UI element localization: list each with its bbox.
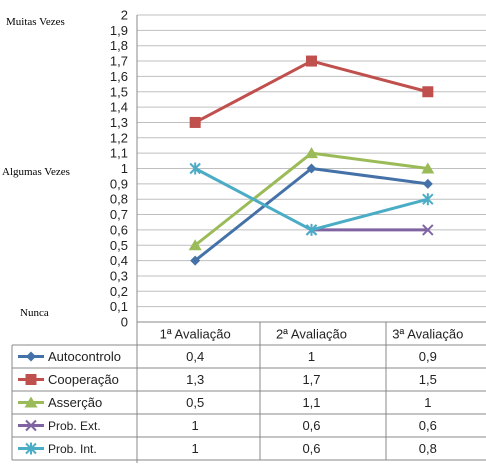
table-value-prob-int: 1 (191, 441, 199, 456)
y-tick-label: 0,1 (109, 299, 128, 315)
y-tick-label: 1,8 (109, 38, 128, 54)
y-tick-label: 1,3 (109, 114, 128, 130)
y-tick-label: 0,3 (109, 268, 128, 284)
y-tick-label: 1 (120, 161, 128, 176)
legend-label-coopera-o: Cooperação (48, 372, 119, 387)
table-value-coopera-o: 1,7 (302, 372, 321, 387)
table-value-prob-int: 0,6 (302, 441, 321, 456)
table-value-coopera-o: 1,3 (186, 372, 205, 387)
x-category-label: 2ª Avaliação (275, 326, 348, 342)
y-tick-label: 0,6 (109, 222, 128, 238)
table-value-asser-o: 0,5 (186, 395, 205, 410)
side-label-bottom: Nunca (20, 307, 49, 319)
data-point-coopera-o (422, 86, 433, 97)
legend-marker-coopera-o (26, 374, 37, 385)
data-point-autocontrolo (423, 179, 433, 189)
y-tick-label: 1,7 (109, 53, 128, 69)
table-value-autocontrolo: 0,9 (418, 349, 437, 364)
legend-label-prob-ext: Prob. Ext. (48, 419, 101, 433)
side-label-top: Muitas Vezes (6, 16, 65, 28)
table-value-autocontrolo: 0,4 (186, 349, 205, 364)
data-point-coopera-o (190, 117, 201, 128)
y-tick-label: 0,4 (109, 253, 128, 269)
y-tick-label: 0,9 (109, 176, 128, 192)
y-tick-label: 1,6 (109, 68, 128, 84)
table-value-prob-ext: 0,6 (302, 418, 321, 433)
data-point-coopera-o (306, 56, 317, 67)
side-label-middle: Algumas Vezes (2, 166, 70, 178)
legend-marker-autocontrolo (26, 352, 36, 362)
y-tick-label: 0,8 (109, 191, 128, 207)
y-tick-label: 1,4 (109, 99, 128, 115)
y-tick-label: 1,9 (109, 22, 128, 38)
legend-label-prob-int: Prob. Int. (48, 442, 97, 456)
y-tick-label: 1,5 (109, 84, 128, 100)
table-value-prob-ext: 1 (191, 418, 199, 433)
y-tick-label: 0 (120, 314, 128, 330)
x-category-label: 1ª Avaliação (159, 326, 231, 342)
table-value-autocontrolo: 1 (307, 349, 316, 364)
table-value-asser-o: 1 (424, 395, 432, 410)
table-value-prob-ext: 0,6 (418, 418, 437, 433)
legend-label-asser-o: Asserção (48, 395, 103, 410)
y-tick-label: 2 (120, 7, 128, 23)
y-tick-label: 0,2 (109, 283, 128, 299)
x-category-label: 3ª Avaliação (392, 326, 464, 342)
table-value-prob-int: 0,8 (418, 441, 437, 456)
legend-label-autocontrolo: Autocontrolo (48, 349, 121, 364)
y-tick-label: 0,5 (109, 237, 128, 253)
table-value-coopera-o: 1,5 (418, 372, 437, 387)
y-tick-label: 1,2 (109, 130, 128, 146)
y-tick-label: 0,7 (109, 207, 128, 223)
y-tick-label: 1,1 (109, 145, 128, 161)
table-value-asser-o: 1,1 (302, 395, 321, 410)
